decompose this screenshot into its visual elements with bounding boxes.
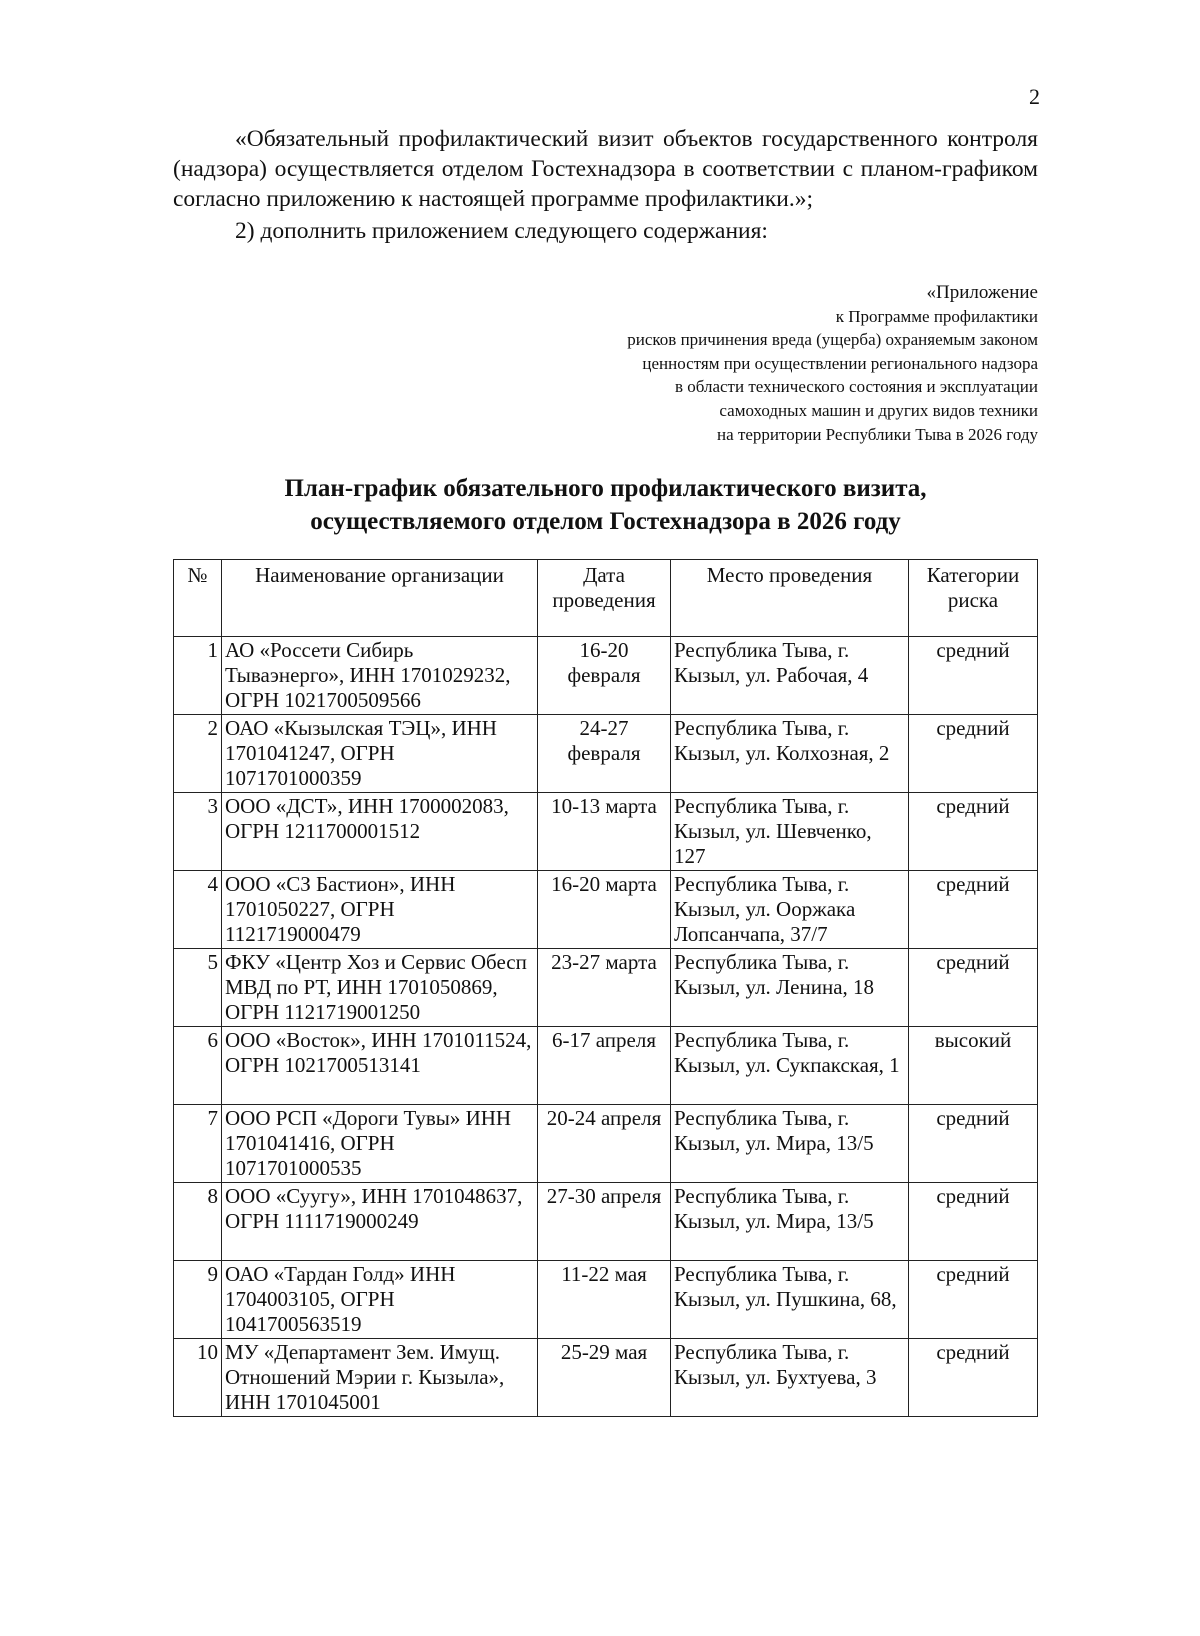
cell-risk: средний: [909, 1339, 1038, 1417]
appendix-line: на территории Республики Тыва в 2026 году: [717, 424, 1038, 444]
cell-place: Республика Тыва, г. Кызыл, ул. Рабочая, 4: [671, 637, 909, 715]
cell-risk: средний: [909, 715, 1038, 793]
appendix-line: самоходных машин и других видов техники: [719, 400, 1038, 420]
document-title: [173, 472, 1038, 538]
appendix-line: рисков причинения вреда (ущерба) охраняемым законом: [627, 330, 1038, 350]
title-line-2: осуществляемого отделом Гостехнадзора в 2026 году: [310, 508, 901, 535]
cell-num: 1: [174, 637, 222, 715]
appendix-line: к Программе профилактики: [835, 306, 1038, 326]
cell-num: 9: [174, 1261, 222, 1339]
cell-date: 16-20 марта: [538, 871, 671, 949]
header-num: №: [174, 560, 222, 637]
cell-risk: средний: [909, 1105, 1038, 1183]
table-row: [174, 637, 1038, 715]
cell-date: 16-20 февраля: [538, 637, 671, 715]
cell-num: 8: [174, 1183, 222, 1261]
cell-place: Республика Тыва, г. Кызыл, ул. Мира, 13/5: [671, 1183, 909, 1261]
cell-org: ООО «Восток», ИНН 1701011524, ОГРН 1021700513141: [222, 1027, 538, 1105]
cell-num: 3: [174, 793, 222, 871]
title-line-1: План-график обязательного профилактического визита,: [284, 475, 927, 502]
appendix-line: ценностям при осуществлении регионального надзора: [642, 353, 1038, 373]
cell-place: Республика Тыва, г. Кызыл, ул. Ооржака Лопсанчапа, 37/7: [671, 871, 909, 949]
cell-date: 11-22 мая: [538, 1261, 671, 1339]
cell-risk: высокий: [909, 1027, 1038, 1105]
cell-date: 20-24 апреля: [538, 1105, 671, 1183]
cell-place: Республика Тыва, г. Кызыл, ул. Ленина, 18: [671, 949, 909, 1027]
cell-date: 10-13 марта: [538, 793, 671, 871]
cell-org: АО «Россети Сибирь Тываэнерго», ИНН 1701029232, ОГРН 1021700509566: [222, 637, 538, 715]
header-date: Дата проведения: [538, 560, 671, 637]
cell-risk: средний: [909, 793, 1038, 871]
cell-org: ООО РСП «Дороги Тувы» ИНН 1701041416, ОГРН 1071701000535: [222, 1105, 538, 1183]
cell-risk: средний: [909, 1261, 1038, 1339]
cell-place: Республика Тыва, г. Кызыл, ул. Сукпакская, 1: [671, 1027, 909, 1105]
cell-num: 4: [174, 871, 222, 949]
appendix-line: в области технического состояния и эксплуатации: [674, 377, 1038, 397]
table-row: [174, 1105, 1038, 1183]
cell-org: ОАО «Тардан Голд» ИНН 1704003105, ОГРН 1041700563519: [222, 1261, 538, 1339]
table-row: [174, 715, 1038, 793]
cell-org: ООО «СЗ Бастион», ИНН 1701050227, ОГРН 1121719000479: [222, 871, 538, 949]
cell-org: ООО «ДСТ», ИНН 1700002083, ОГРН 1211700001512: [222, 793, 538, 871]
cell-num: 10: [174, 1339, 222, 1417]
header-risk: Категории риска: [909, 560, 1038, 637]
header-org: Наименование организации: [222, 560, 538, 637]
cell-place: Республика Тыва, г. Кызыл, ул. Мира, 13/5: [671, 1105, 909, 1183]
cell-date: 27-30 апреля: [538, 1183, 671, 1261]
cell-org: ООО «Суугу», ИНН 1701048637, ОГРН 1111719000249: [222, 1183, 538, 1261]
cell-risk: средний: [909, 1183, 1038, 1261]
cell-place: Республика Тыва, г. Кызыл, ул. Бухтуева, 3: [671, 1339, 909, 1417]
cell-date: 23-27 марта: [538, 949, 671, 1027]
header-place: Место проведения: [671, 560, 909, 637]
cell-num: 6: [174, 1027, 222, 1105]
cell-org: МУ «Департамент Зем. Имущ. Отношений Мэрии г. Кызыла», ИНН 1701045001: [222, 1339, 538, 1417]
cell-date: 25-29 мая: [538, 1339, 671, 1417]
intro-text: [173, 124, 1038, 246]
table-row: [174, 1261, 1038, 1339]
cell-org: ОАО «Кызылская ТЭЦ», ИНН 1701041247, ОГРН 1071701000359: [222, 715, 538, 793]
table-row: [174, 1339, 1038, 1417]
cell-date: 6-17 апреля: [538, 1027, 671, 1105]
intro-paragraph-2: 2) дополнить приложением следующего содержания:: [235, 218, 768, 244]
table-row: [174, 871, 1038, 949]
cell-risk: средний: [909, 949, 1038, 1027]
cell-num: 5: [174, 949, 222, 1027]
table-row: [174, 1027, 1038, 1105]
table-row: [174, 1183, 1038, 1261]
cell-place: Республика Тыва, г. Кызыл, ул. Шевченко, 127: [671, 793, 909, 871]
cell-date: 24-27 февраля: [538, 715, 671, 793]
cell-org: ФКУ «Центр Хоз и Сервис Обесп МВД по РТ, ИНН 1701050869, ОГРН 1121719001250: [222, 949, 538, 1027]
table-row: [174, 949, 1038, 1027]
appendix-line: «Приложение: [926, 282, 1038, 303]
cell-risk: средний: [909, 871, 1038, 949]
cell-num: 2: [174, 715, 222, 793]
appendix-note: [478, 281, 1038, 446]
page-number: 2: [1029, 84, 1040, 109]
cell-place: Республика Тыва, г. Кызыл, ул. Колхозная, 2: [671, 715, 909, 793]
cell-num: 7: [174, 1105, 222, 1183]
cell-risk: средний: [909, 637, 1038, 715]
schedule-table: [173, 559, 1038, 1417]
intro-paragraph-1: «Обязательный профилактический визит объектов государственного контроля (надзора) осуществляется отделом Гостехнадзора в соответствии с планом-графиком согласно приложению к настоящей программе профилактики.»;: [173, 126, 1038, 212]
cell-place: Республика Тыва, г. Кызыл, ул. Пушкина, 68,: [671, 1261, 909, 1339]
table-row: [174, 793, 1038, 871]
table-header-row: [174, 560, 1038, 637]
